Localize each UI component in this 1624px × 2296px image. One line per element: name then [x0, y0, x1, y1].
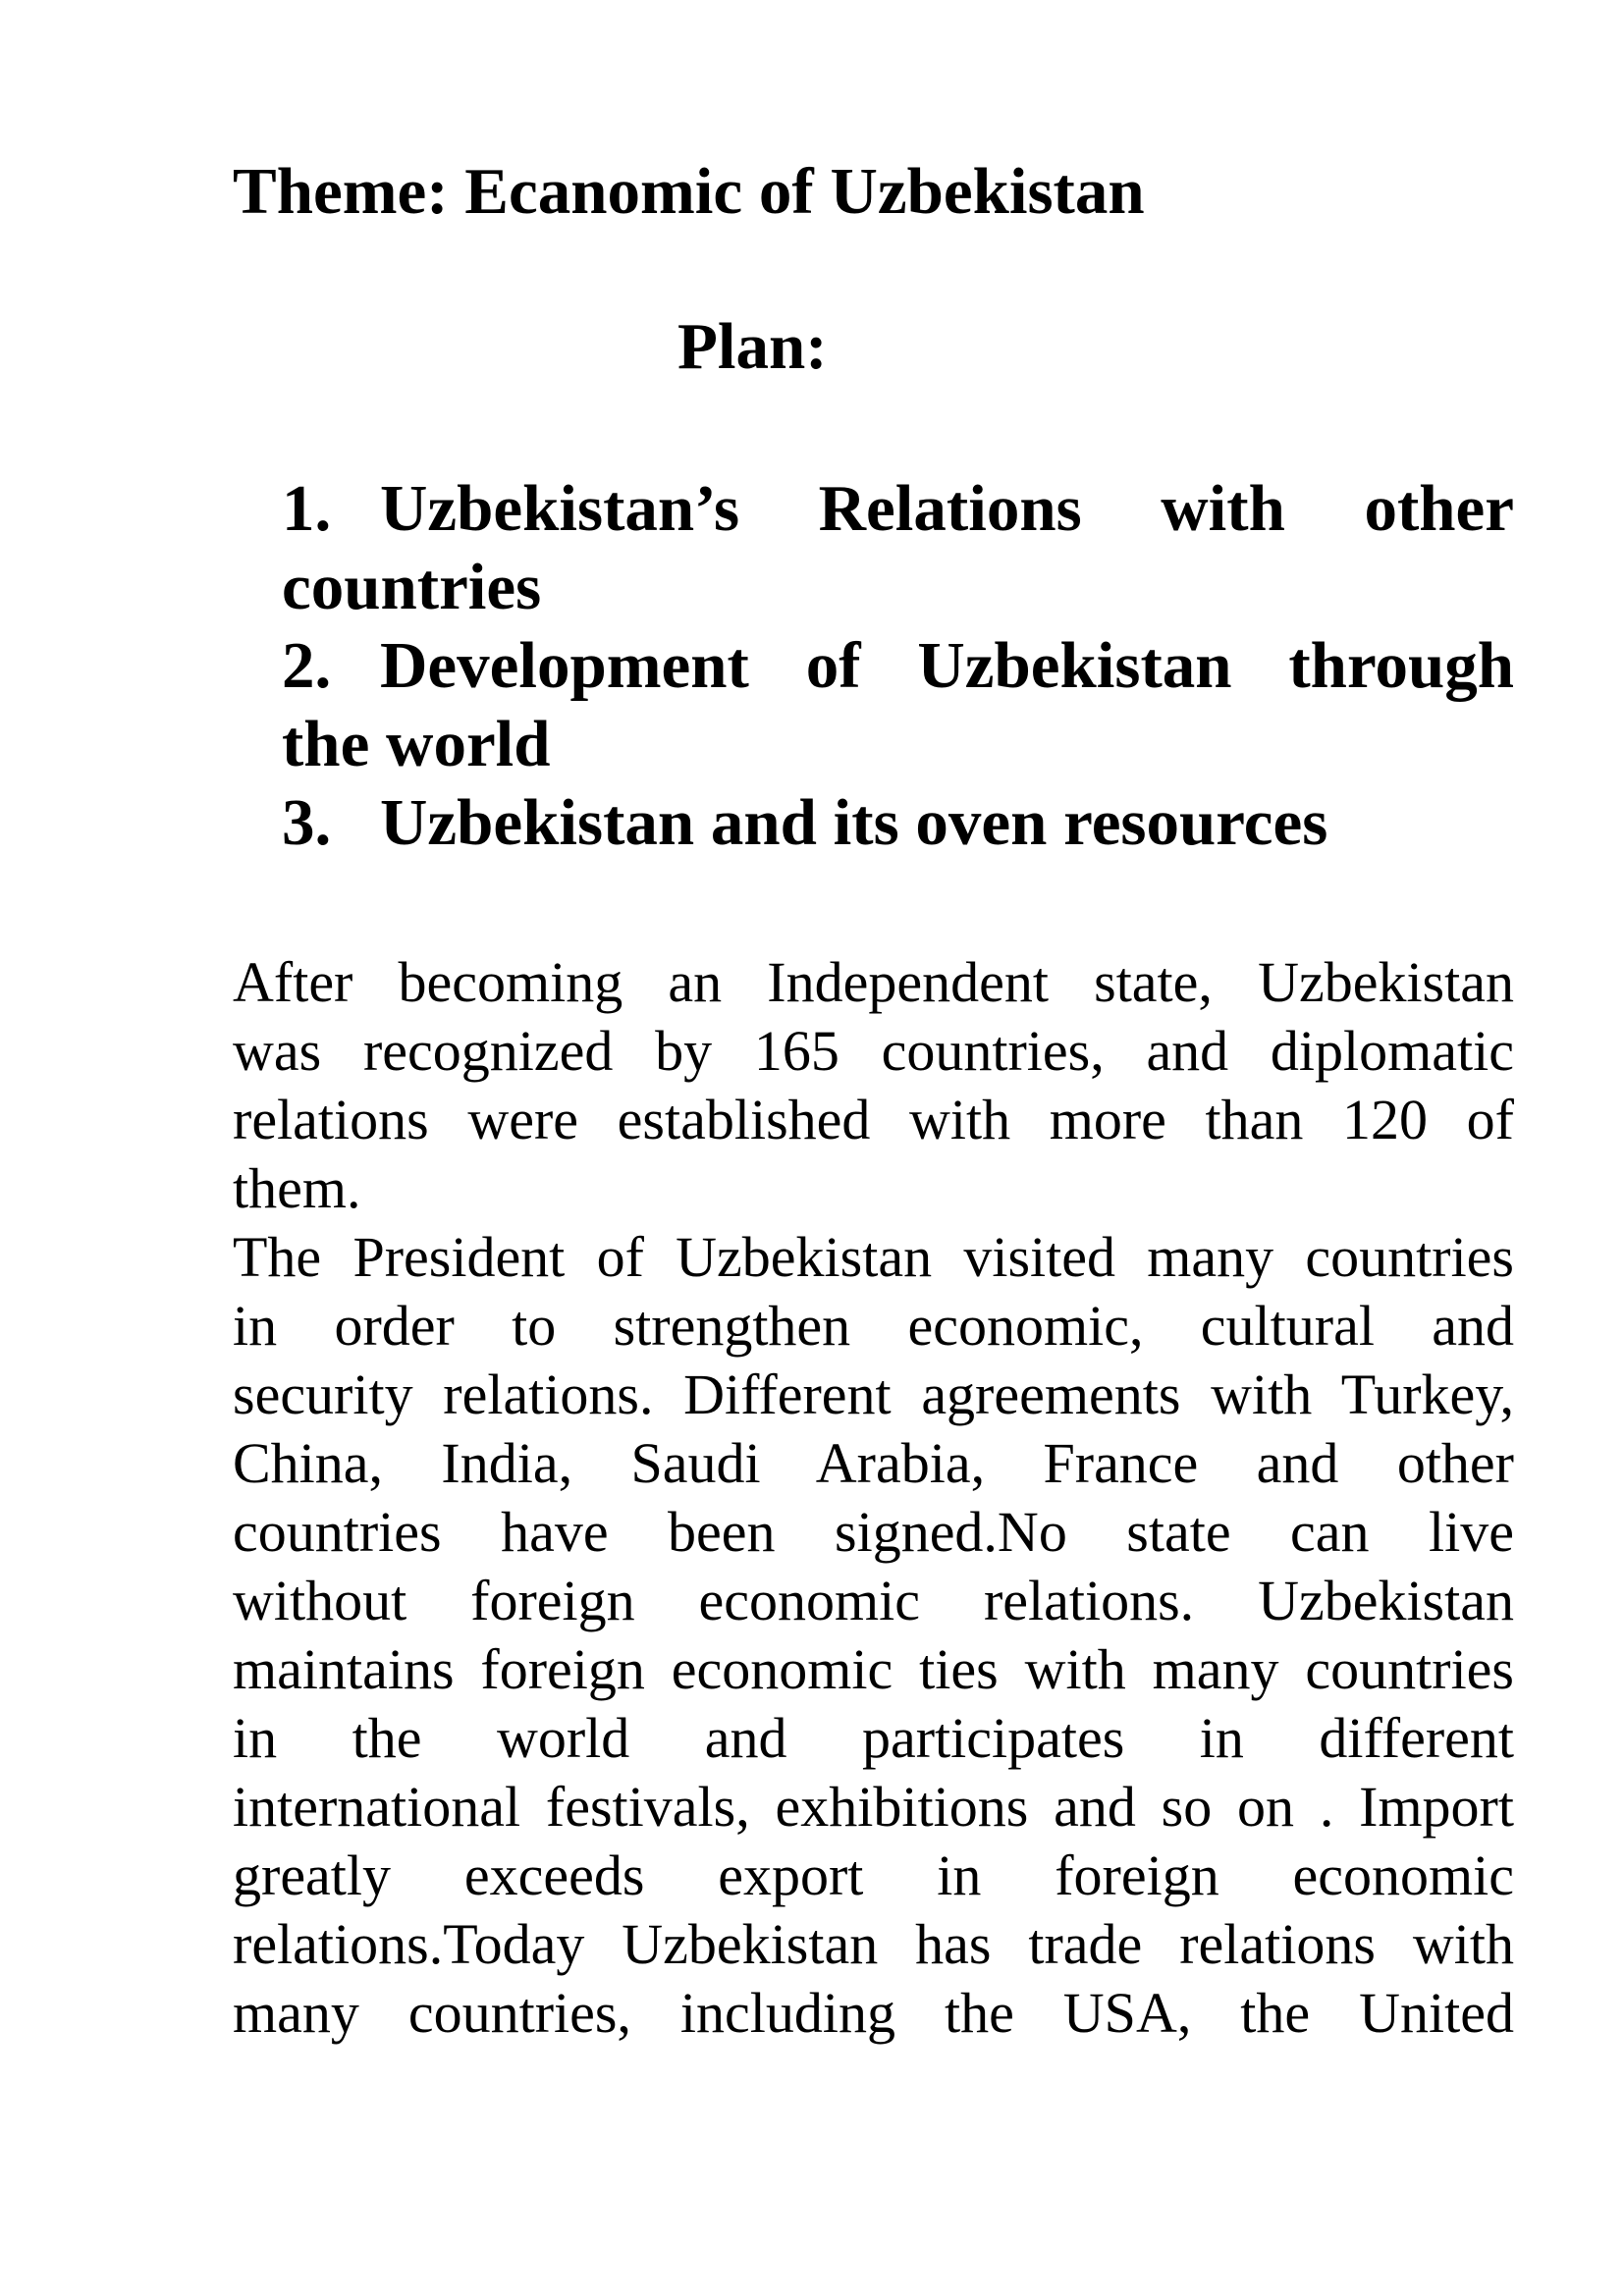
paragraph-line: relations.Today Uzbekistan has trade relations with: [233, 1912, 1514, 1976]
paragraph-line: in the world and participates in different: [233, 1706, 1514, 1770]
plan-item-text: [282, 469, 1514, 626]
plan-list: [233, 469, 1514, 862]
paragraph-line: After becoming an Independent state, Uzbekistan: [233, 950, 1514, 1014]
plan-heading: Plan:: [677, 310, 828, 383]
paragraph-line: The President of Uzbekistan visited many countries: [233, 1225, 1514, 1289]
body-paragraph-2: [233, 1223, 1514, 2048]
paragraph-line: international festivals, exhibitions and so on . Import: [233, 1775, 1514, 1839]
plan-item-number: 3.: [282, 786, 332, 859]
paragraph-line: maintains foreign economic ties with many countries: [233, 1637, 1514, 1701]
plan-item-line: Uzbekistan’s Relations with other: [380, 472, 1514, 545]
plan-item-text: [282, 626, 1514, 783]
plan-item-line: Uzbekistan and its oven resources: [380, 786, 1328, 859]
paragraph-line: them.: [233, 1156, 361, 1220]
paragraph-line: many countries, including the USA, the United: [233, 1981, 1514, 2045]
paragraph-line: relations were established with more than 120 of: [233, 1088, 1514, 1151]
plan-item-line: the world: [282, 708, 551, 780]
paragraph-line: greatly exceeds export in foreign economic: [233, 1843, 1514, 1907]
body-paragraph-1: [233, 948, 1514, 1223]
plan-item-text: [380, 783, 1514, 862]
paragraph-line: countries have been signed.No state can live: [233, 1500, 1514, 1564]
paragraph-line: in order to strengthen economic, cultural and: [233, 1294, 1514, 1358]
paragraph-line: security relations. Different agreements with Turkey,: [233, 1362, 1514, 1426]
paragraph-line: was recognized by 165 countries, and diplomatic: [233, 1019, 1514, 1083]
paragraph-line: without foreign economic relations. Uzbekistan: [233, 1569, 1514, 1632]
plan-item-number: 1.: [282, 472, 332, 545]
plan-item-number: 2.: [282, 629, 332, 702]
paragraph-line: China, India, Saudi Arabia, France and other: [233, 1431, 1514, 1495]
plan-item-1: [233, 469, 1514, 626]
plan-item-3: [233, 783, 1514, 862]
plan-item-line: countries: [282, 551, 542, 623]
document-theme-title: Theme: Ecanomic of Uzbekistan: [233, 155, 1145, 228]
plan-item-line: Development of Uzbekistan through: [380, 629, 1514, 702]
plan-item-2: [233, 626, 1514, 783]
